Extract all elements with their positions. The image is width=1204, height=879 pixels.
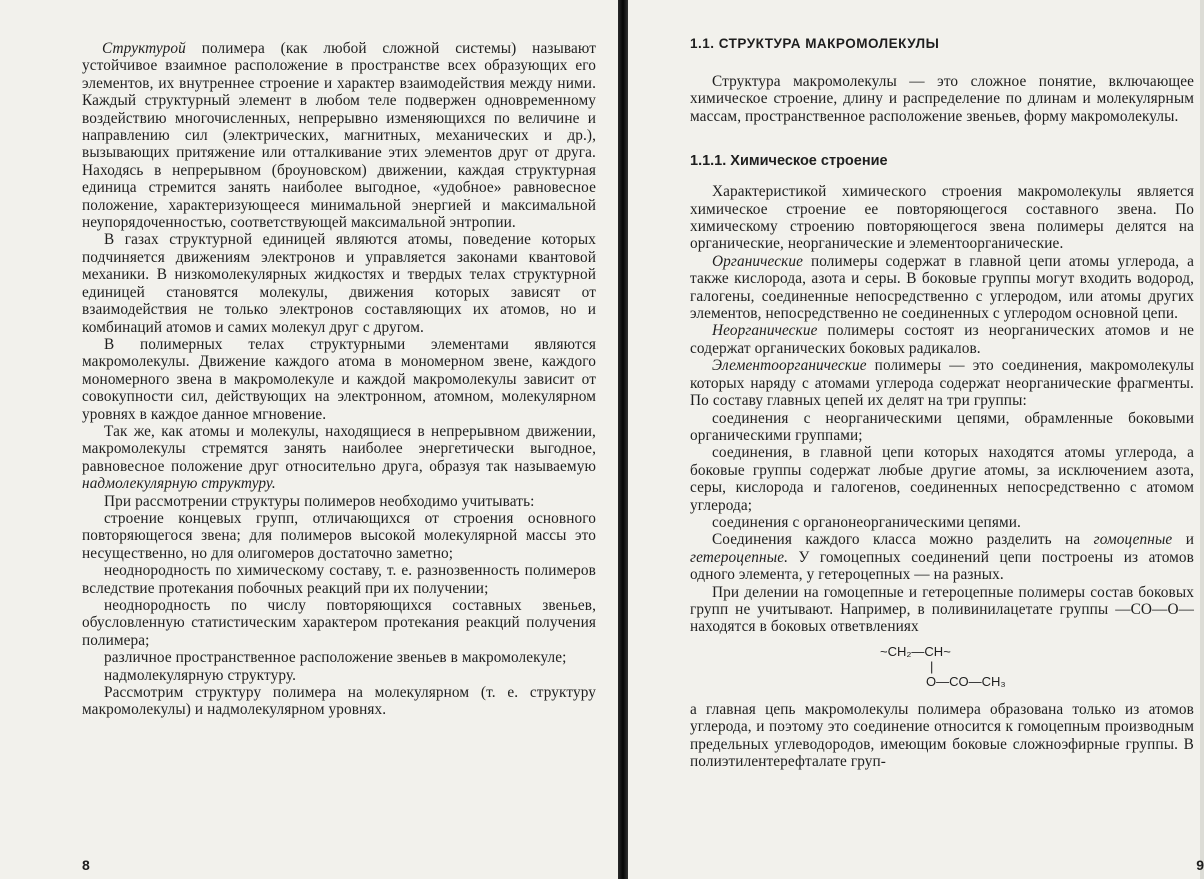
paragraph: В газах структурной единицей являются атомы, поведение которых подчиняется движениям электронов и управляется законами квантовой механики. В низкомолекулярных жидкостях и твердых телах структурной единицей становятся молекулы, движения которых зависят от взаимодействия не только электронов составляющих их атомов, но и комбинаций атомов и самих молекул друг с другом. (82, 231, 596, 336)
paragraph-text: полимеры состоят из неорганических атомов и не содержат органических боковых радикалов. (690, 322, 1194, 357)
formula-line: O—CO—CH₃ (926, 673, 1006, 689)
paragraph-text: полимера (как любой сложной системы) называют устойчивое взаимное расположение в пространстве всех образующих его элементов, их внутреннее строение и характер взаимодействия между ними. Каждый структурный элемент в любом теле подвержен одновременному воздействию многочисленных, непрерывно изменяющихся по величине и направлению сил (электрических, магнитных, механических и др.), вызывающих притяжение или отталкивание этих элементов друг от друга. Находясь в непрерывном (броуновском) движении, каждая структурная единица стремится занять наиболее выгодное, «удобное» равновесное положение, характеризующееся минимальной энергией и максимальной неупорядоченностью, соответствующей максимальной энтропии. (82, 40, 596, 232)
paragraph: а главная цепь макромолекулы полимера образована только из атомов углерода, и поэтому это соединение относится к гомоцепным производным предельных углеводородов, имеющим боковые сложноэфирные группы. В полиэтилентерефталате груп- (690, 700, 1194, 770)
paragraph: При делении на гомоцепные и гетероцепные полимеры состав боковых групп не учитывают. Например, в поливинилацетате группы —CO—O— находятся в боковых ответвлениях (690, 583, 1194, 636)
paragraph: Структура макромолекулы — это сложное понятие, включающее химическое строение, длину и распределение по длинам и молекулярным массам, пространственное расположение звеньев, форму макромолекулы. (690, 73, 1194, 125)
list-item: надмолекулярную структуру. (104, 666, 297, 684)
chemical-formula (880, 644, 1194, 689)
paragraph-text: Соединения каждого класса можно разделить на (712, 531, 1094, 549)
paragraph-text: полимеры содержат в главной цепи атомы углерода, а также кислорода, азота и серы. В боковые группы могут входить водород, галогены, соединенные непосредственно с углеродом, или атомы других элементов, непосредственно не соединенных с углеродом основной цепи. (690, 252, 1194, 323)
subsection-title: 1.1.1. Химическое строение (690, 153, 888, 170)
formula-line: ~CH₂—CH~ (880, 643, 951, 659)
list-item: соединения, в главной цепи которых находятся атомы углерода, а боковые группы содержат любые другие атомы, за исключением азота, серы, кислорода и галогенов, соединенных непосредственно с атомом углерода; (690, 444, 1194, 514)
paragraph: При рассмотрении структуры полимеров необходимо учитывать: (104, 492, 535, 510)
paragraph-text: Так же, как атомы и молекулы, находящиеся в непрерывном движении, макромолекулы стремятся занять наиболее энергетически выгодное, равновесное положение друг относительно друга, образуя так называемую (82, 422, 596, 475)
paragraph-text: полимеры — это соединения, макромолекулы которых наряду с атомами углерода содержат неорганические фрагменты. По составу главных цепей их делят на три группы: (690, 357, 1194, 410)
paragraph (690, 357, 1194, 409)
paragraph: Рассмотрим структуру полимера на молекулярном (т. е. структуру макромолекулы) и надмолекулярном уровнях. (82, 684, 596, 719)
term-emphasis: Элементоорганические (712, 357, 867, 375)
list-item: различное пространственное расположение звеньев в макромолекуле; (104, 649, 567, 667)
term-emphasis: Структурой (102, 40, 186, 57)
paragraph: В полимерных телах структурными элементами являются макромолекулы. Движение каждого атома в мономерном звене, каждого мономерного звена в макромолекуле и каждой макромолекулы зависит от совокупности сил, действующих на электронном, атомном, молекулярном уровнях в каждое данное мгновение. (82, 335, 596, 423)
section-title: 1.1. СТРУКТУРА МАКРОМОЛЕКУЛЫ (690, 36, 940, 51)
paragraph-text: У гомоцепных соединений цепи построены из атомов одного элемента, у гетероцепных — на разных. (690, 548, 1194, 584)
term-emphasis: гетероцепные. (690, 548, 789, 566)
paragraph (82, 40, 596, 231)
paragraph: Характеристикой химического строения макромолекулы является химическое строение ее повторяющегося составного звена. По химическому строению повторяющегося звена полимеры делятся на органические, неорганические и элементоорганические. (690, 183, 1194, 253)
right-page (628, 0, 1204, 879)
list-item: неоднородность по числу повторяющихся составных звеньев, обусловленную статистическим характером протекания реакций получения полимера; (82, 597, 596, 649)
paragraph (690, 253, 1194, 323)
formula-line: | (930, 658, 934, 674)
list-item: соединения с органонеорганическими цепями. (712, 513, 1021, 531)
paragraph (690, 322, 1194, 357)
term-emphasis: Неорганические (712, 322, 818, 340)
paragraph (82, 423, 596, 493)
book-gutter (618, 0, 628, 879)
page-number: 8 (82, 857, 90, 873)
list-item: соединения с неорганическими цепями, обрамленные боковыми органическими группами; (690, 409, 1194, 444)
term-emphasis: Органические (712, 252, 804, 270)
term-emphasis: надмолекулярную структуру. (82, 475, 276, 493)
list-item: строение концевых групп, отличающихся от строения основного повторяющегося звена; для полимеров высокой молекулярной массы это несущественно, но для олигомеров достаточно заметно; (82, 509, 596, 562)
paragraph (690, 531, 1194, 583)
term-emphasis: гомоцепные (1093, 531, 1173, 549)
paragraph-text: и (1172, 531, 1194, 549)
list-item: неоднородность по химическому составу, т. е. разнозвенность полимеров вследствие протекания побочных реакций при их получении; (82, 562, 596, 597)
page-number: 9 (1196, 857, 1204, 873)
